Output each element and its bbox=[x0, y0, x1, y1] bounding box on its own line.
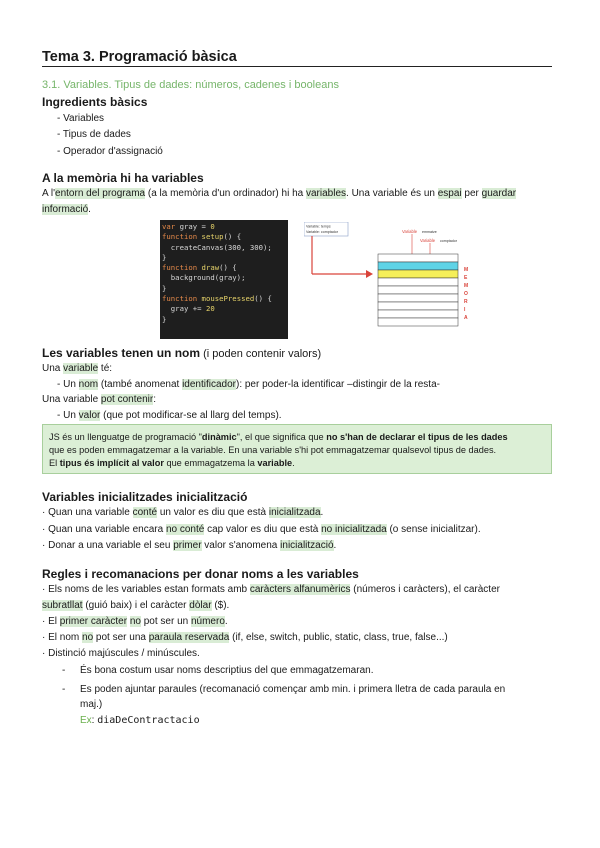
highlight: espai bbox=[437, 188, 462, 199]
text: Una variable bbox=[42, 394, 101, 405]
text: El bbox=[49, 458, 60, 468]
text: · El nom bbox=[42, 632, 83, 643]
highlight: no conté bbox=[165, 524, 205, 535]
inicial-line bbox=[42, 523, 481, 536]
highlight: nom bbox=[78, 379, 99, 390]
memory-cell-highlighted bbox=[378, 262, 458, 270]
text: valor s'anomena bbox=[201, 540, 281, 551]
memoria-paragraph-line2 bbox=[42, 203, 91, 216]
highlight: dòlar bbox=[189, 600, 212, 611]
inicial-line bbox=[42, 539, 336, 552]
highlight: no inicialitzada bbox=[321, 524, 387, 535]
memoria-letter: O bbox=[464, 291, 468, 297]
text: (guió baix) i el caràcter bbox=[82, 600, 190, 611]
code-token: setup bbox=[197, 232, 224, 242]
text: que emmagatzema la bbox=[163, 458, 258, 468]
highlight: paraula reservada bbox=[148, 632, 230, 643]
memory-cells bbox=[378, 254, 458, 326]
bullet-dash: - bbox=[62, 684, 66, 695]
memory-cell bbox=[378, 254, 458, 262]
memory-cell-highlighted bbox=[378, 270, 458, 278]
regles-line: És bona costum usar noms descriptius del que emmagatzemaran. bbox=[80, 665, 374, 676]
ingredient-item: - Variables bbox=[57, 113, 105, 124]
text: · Donar a una variable el seu bbox=[42, 540, 174, 551]
text: : bbox=[153, 394, 156, 405]
text: pot ser un bbox=[140, 616, 191, 627]
memory-diagram bbox=[304, 222, 490, 342]
regles-line bbox=[42, 615, 228, 628]
code-token: background(gray); bbox=[162, 273, 246, 283]
highlight: valor bbox=[78, 410, 101, 421]
highlight: guardar bbox=[481, 188, 517, 199]
text: (també anomenat bbox=[98, 379, 183, 390]
highlight: variable bbox=[63, 363, 99, 374]
variable-label: Variable bbox=[420, 238, 436, 243]
arrow-head bbox=[366, 270, 373, 278]
highlight: número bbox=[190, 616, 225, 627]
ingredient-item: - Operador d'assignació bbox=[57, 146, 163, 157]
regles-line: maj.) bbox=[80, 699, 103, 710]
highlight: identificador bbox=[182, 379, 236, 390]
inicial-heading: Variables inicialitzades inicialització bbox=[42, 490, 248, 504]
regles-line bbox=[42, 631, 448, 644]
highlight: caràcters alfanumèrics bbox=[249, 584, 351, 595]
heading-bold: Les variables tenen un nom bbox=[42, 346, 201, 360]
text: (que pot modificar-se al llarg del temps). bbox=[100, 410, 282, 421]
heading-rest: (i poden contenir valors) bbox=[200, 348, 322, 360]
text: ($). bbox=[211, 600, 230, 611]
bold: variable bbox=[257, 458, 293, 468]
text: · El bbox=[42, 616, 60, 627]
text: · Quan una variable encara bbox=[42, 524, 166, 535]
code-token: () { bbox=[223, 232, 242, 242]
code-token: draw bbox=[197, 263, 220, 273]
memoria-letter: A bbox=[464, 315, 468, 321]
text: cap valor es diu que està bbox=[204, 524, 322, 535]
regles-line bbox=[42, 599, 229, 612]
code-token: function bbox=[162, 294, 198, 304]
text: per bbox=[461, 188, 482, 199]
bold: dinàmic bbox=[201, 432, 237, 442]
info-line: que es poden emmagatzemar a la variable. En una variable s'hi pot emmagatzemar qualsevol tipus de dades. bbox=[49, 445, 497, 455]
variable-label: Variable bbox=[402, 229, 418, 234]
highlight: entorn del programa bbox=[55, 188, 146, 199]
legend-line: Variable: comptador bbox=[306, 230, 338, 234]
regles-line: Es poden ajuntar paraules (recomanació començar amb min. i primera lletra de cada paraula en bbox=[80, 684, 506, 695]
text: . bbox=[88, 204, 91, 215]
text: . bbox=[292, 458, 295, 468]
legend-line: Variable: temps bbox=[306, 224, 331, 229]
code-token: createCanvas(300, 300); bbox=[162, 242, 272, 252]
memoria-heading: A la memòria hi ha variables bbox=[42, 171, 204, 185]
variable-label-value: emmatze bbox=[422, 230, 437, 234]
text: Una bbox=[42, 363, 64, 374]
memoria-letter: R bbox=[464, 299, 468, 305]
nom-line bbox=[42, 362, 112, 375]
code-token: mousePressed bbox=[197, 294, 255, 304]
highlight: primer caràcter bbox=[59, 616, 128, 627]
text: ): per poder-la identificar –distingir de la resta- bbox=[235, 379, 440, 390]
section-subtitle: 3.1. Variables. Tipus de dades: números, cadenes i booleans bbox=[42, 79, 339, 91]
text: A l' bbox=[42, 188, 56, 199]
code-token: 20 bbox=[205, 304, 215, 314]
memoria-letter: M bbox=[464, 283, 469, 289]
text: JS és un llenguatge de programació " bbox=[49, 432, 202, 442]
code-token: gray = bbox=[175, 222, 211, 231]
text: ", el que significa que bbox=[236, 432, 327, 442]
memory-cell bbox=[378, 278, 458, 286]
highlight: inicialització bbox=[280, 540, 334, 551]
text: - Un bbox=[57, 379, 79, 390]
code-screenshot bbox=[160, 220, 288, 339]
highlight: conté bbox=[132, 507, 158, 518]
ingredient-item: - Tipus de dades bbox=[57, 129, 131, 140]
memoria-paragraph-line1 bbox=[42, 187, 516, 200]
text: (if, else, switch, public, static, class, true, false...) bbox=[229, 632, 448, 643]
text: (a la memòria d'un ordinador) hi ha bbox=[145, 188, 306, 199]
memoria-letter: E bbox=[464, 275, 468, 281]
regles-line: · Distinció majúscules / minúscules. bbox=[42, 648, 200, 659]
code-token: () { bbox=[219, 263, 237, 273]
code-token: function bbox=[162, 263, 198, 273]
example-code: diaDeContractacio bbox=[97, 715, 200, 726]
nom-line bbox=[42, 393, 156, 406]
bold: tipus és implícit al valor bbox=[59, 458, 164, 468]
highlight: no bbox=[129, 616, 141, 627]
bold: no s'han de declarar el tipus de les dades bbox=[326, 432, 508, 442]
ingredients-heading: Ingredients bàsics bbox=[42, 95, 148, 109]
code-token: } bbox=[162, 283, 167, 293]
text: té: bbox=[98, 363, 113, 374]
memory-cell bbox=[378, 310, 458, 318]
nom-line bbox=[57, 409, 282, 422]
memory-cell bbox=[378, 294, 458, 302]
code-token: 0 bbox=[210, 222, 215, 231]
text: pot ser una bbox=[93, 632, 149, 643]
code-token: } bbox=[162, 252, 167, 262]
highlight: subratllat bbox=[42, 600, 83, 611]
regles-line bbox=[42, 583, 500, 596]
code-token: function bbox=[162, 232, 198, 242]
text: (o sense inicialitzar). bbox=[386, 524, 481, 535]
highlight: inicialitzada bbox=[268, 507, 321, 518]
memoria-letter: M bbox=[464, 267, 469, 273]
variable-label-value: comptador bbox=[440, 239, 457, 243]
text: un valor es diu que està bbox=[157, 507, 269, 518]
memoria-letter: I bbox=[464, 307, 466, 313]
text: (números i caràcters), el caràcter bbox=[350, 584, 500, 595]
text: - Un bbox=[57, 410, 79, 421]
text: : bbox=[91, 715, 98, 726]
memory-cell bbox=[378, 318, 458, 326]
text: . bbox=[320, 507, 324, 518]
text: . bbox=[224, 616, 228, 627]
memory-cell bbox=[378, 286, 458, 294]
regles-heading: Regles i recomanacions per donar noms a les variables bbox=[42, 567, 359, 581]
example-label: Ex bbox=[80, 715, 92, 726]
memory-cell bbox=[378, 302, 458, 310]
highlight: variables bbox=[305, 188, 347, 199]
highlight: pot contenir bbox=[100, 394, 154, 405]
code-token: gray += bbox=[162, 304, 206, 314]
highlight: no bbox=[82, 632, 94, 643]
highlight: primer bbox=[173, 540, 202, 551]
text: . Una variable és un bbox=[346, 188, 438, 199]
code-token: } bbox=[162, 314, 167, 324]
highlight: informació bbox=[42, 204, 89, 215]
nom-heading bbox=[42, 346, 321, 360]
info-line bbox=[49, 432, 508, 444]
code-token: () { bbox=[254, 294, 272, 304]
inicial-line bbox=[42, 506, 323, 519]
code-token: var bbox=[162, 222, 176, 231]
page-title: Tema 3. Programació bàsica bbox=[42, 49, 552, 67]
bullet-dash: - bbox=[62, 665, 66, 676]
info-box bbox=[42, 424, 552, 474]
text: · Els noms de les variables estan formats amb bbox=[42, 584, 250, 595]
example-line bbox=[80, 714, 200, 727]
info-line bbox=[49, 458, 295, 470]
text: · Quan una variable bbox=[42, 507, 133, 518]
nom-line bbox=[57, 378, 440, 391]
text: . bbox=[333, 540, 337, 551]
